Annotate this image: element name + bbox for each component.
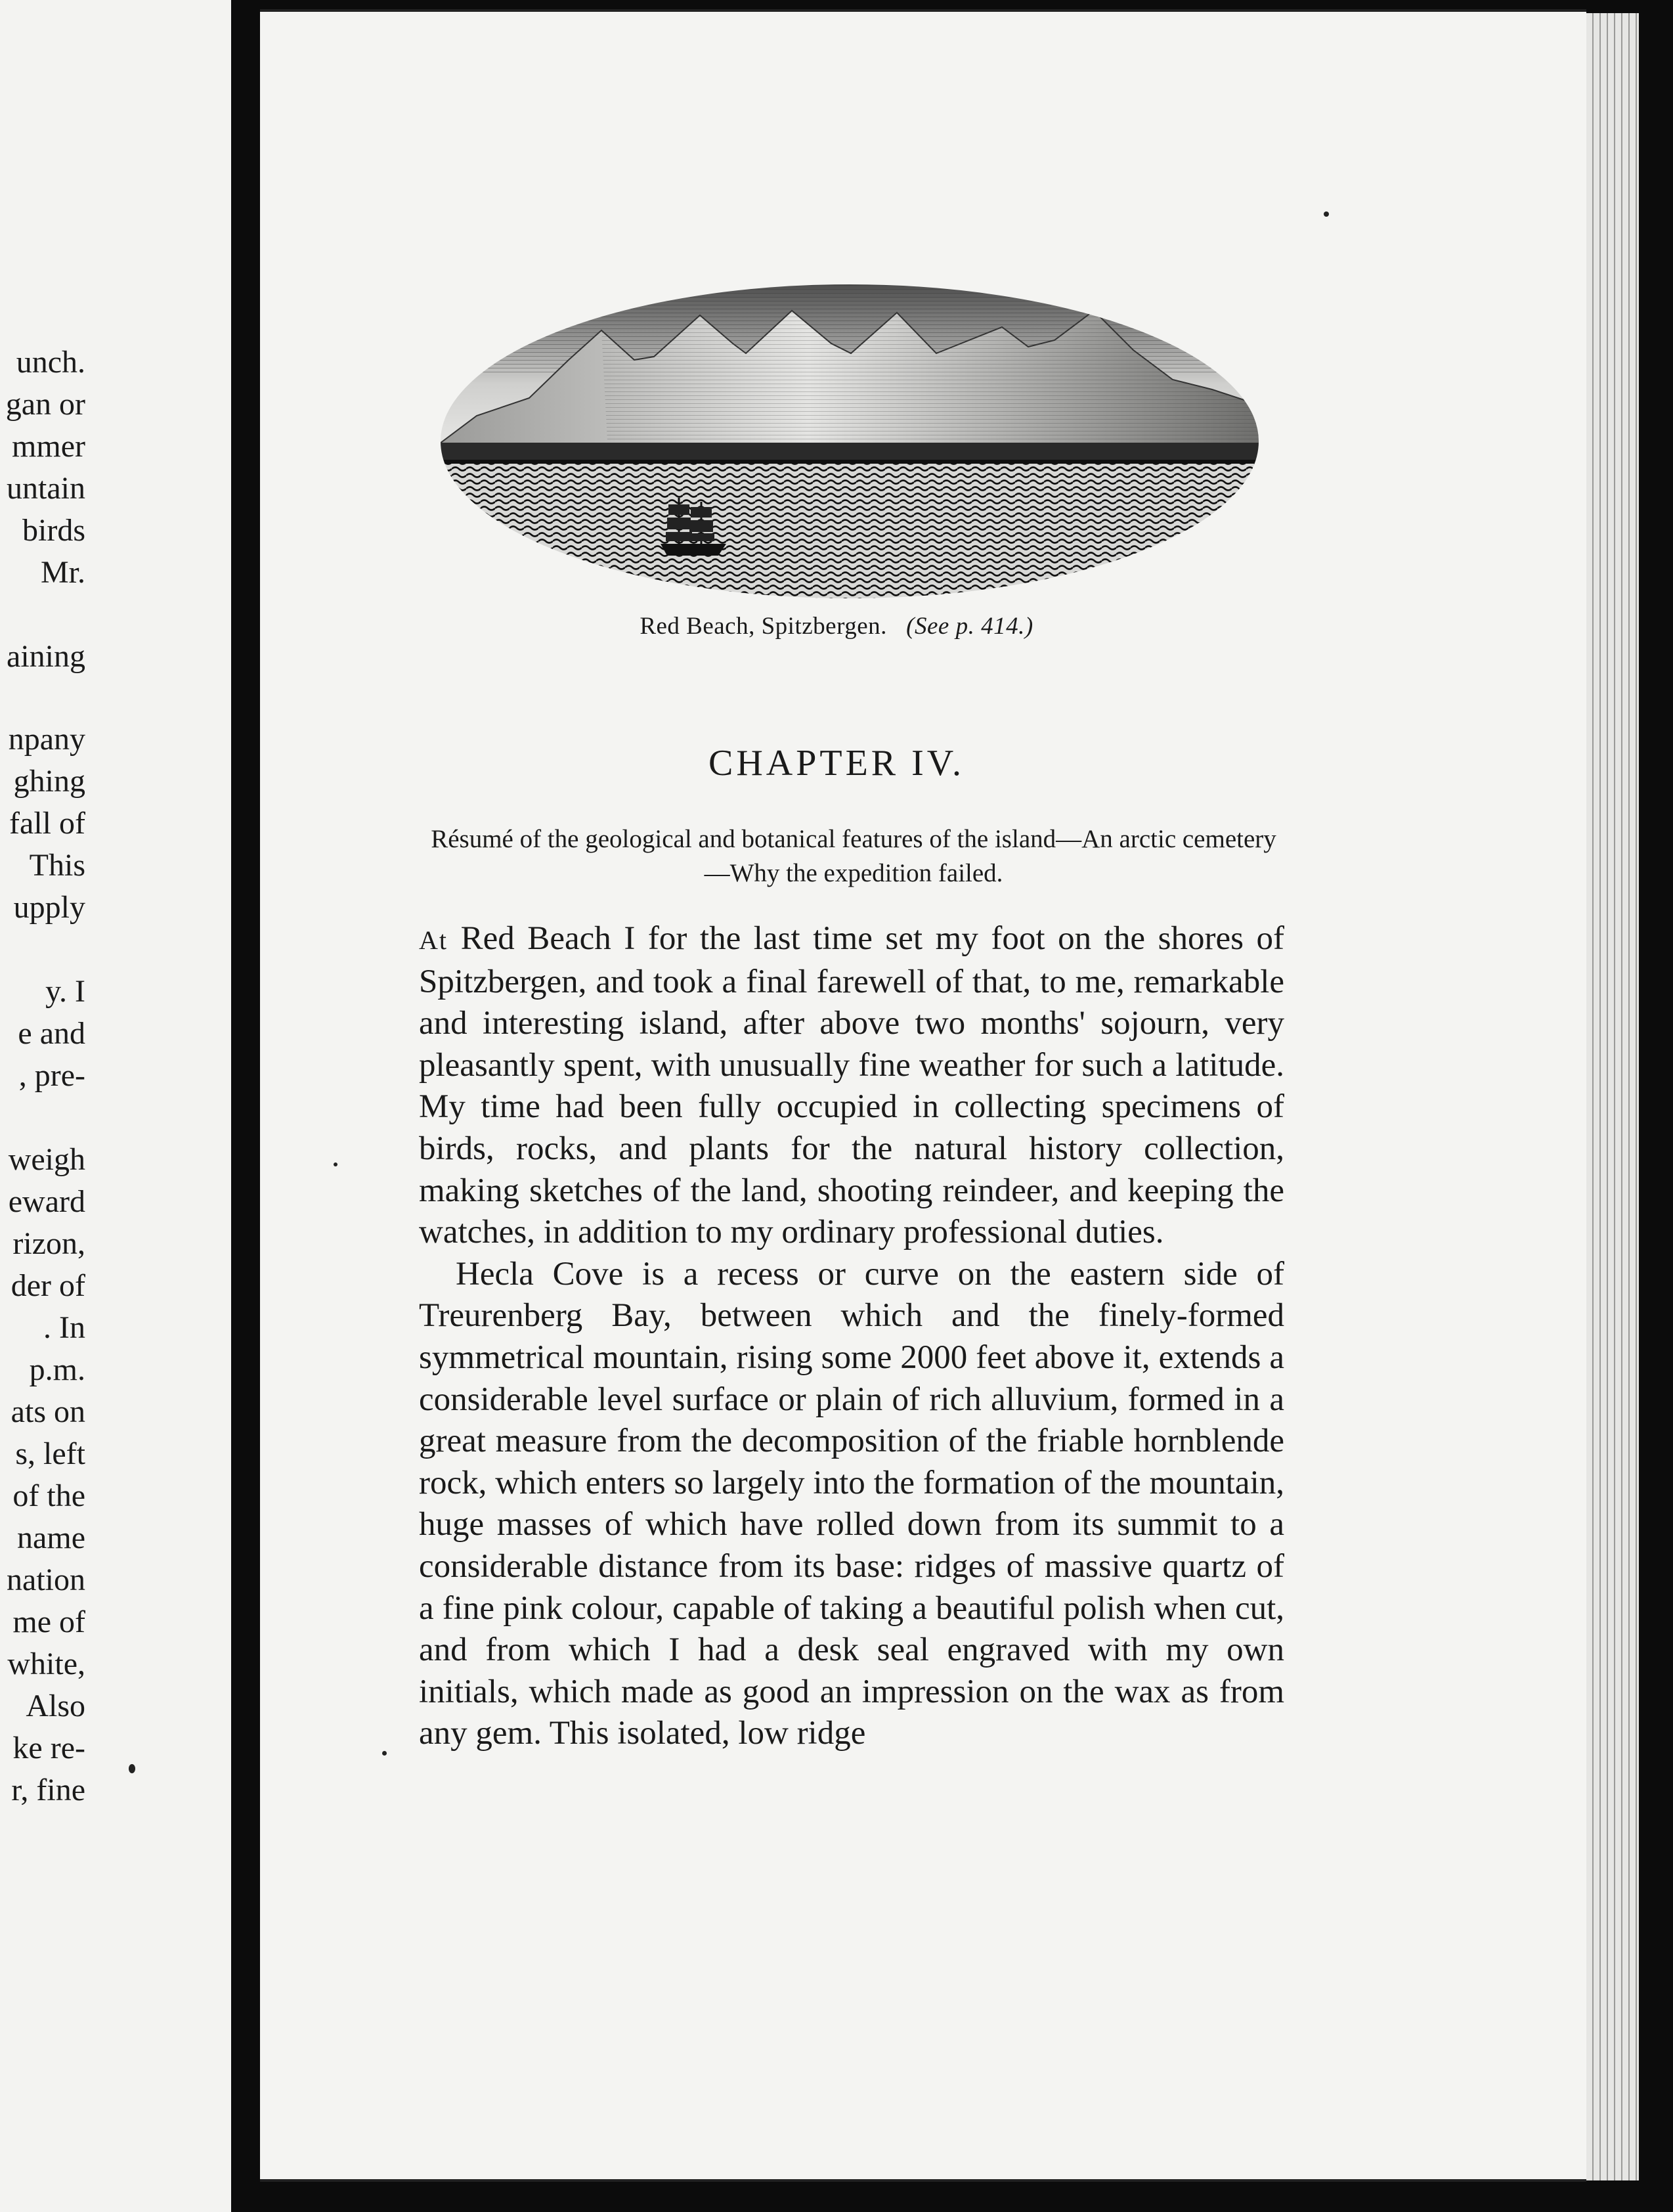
facing-page-text-fragment: der of — [11, 1268, 85, 1303]
illustration-caption — [0, 612, 1673, 640]
drop-lead: At — [419, 925, 448, 955]
red-beach-illustration — [437, 281, 1262, 602]
facing-page-left — [0, 0, 233, 2212]
facing-page-text-fragment: npany — [8, 722, 85, 757]
facing-page-text-fragment: me of — [12, 1604, 85, 1639]
facing-page-text-fragment: This — [29, 848, 85, 883]
paper-speck — [382, 1751, 387, 1756]
facing-page-text-fragment: rizon, — [12, 1226, 85, 1261]
facing-page-text-fragment: birds — [22, 513, 85, 548]
facing-page-text-fragment: mmer — [12, 429, 85, 464]
facing-page-text-fragment: of the — [12, 1478, 85, 1513]
facing-page-text-fragment: name — [17, 1520, 85, 1555]
chapter-summary: Résumé of the geological and botanical features of the island—An arctic cemetery—Why the expedition failed. — [431, 825, 1276, 887]
facing-page-text-fragment: ats on — [11, 1394, 85, 1429]
paper-speck — [334, 1162, 337, 1166]
caption-text: Red Beach, Spitzbergen. — [640, 613, 887, 640]
caption-page-reference: (See p. 414.) — [906, 613, 1033, 640]
facing-page-text-fragment: gan or — [5, 387, 85, 422]
facing-page-text-fragment: . In — [43, 1310, 85, 1345]
paper-speck — [1324, 211, 1329, 217]
facing-page-text-fragment: e and — [18, 1016, 85, 1051]
facing-page-text-fragment: , pre- — [18, 1058, 85, 1093]
facing-page-text-fragment: r, fine — [11, 1773, 85, 1807]
paragraph: Hecla Cove is a recess or curve on the eastern side of Treurenberg Bay, between which and the finely-formed symmetrical mountain, rising some 2000 feet above it, extends a considerable level surface or plain of rich alluvium, formed in a great measure from the decomposition of the friable hornblende rock, which enters so largely into the formation of the mountain, huge masses of which have rolled down from its summit to a considerable distance from its base: ridges of massive quartz of a fine pink colour, capable of taking a beautiful polish when cut, and from which I had a desk seal engraved with my own initials, which made as good an impression on the wax as from any gem. This isolated, low ridge — [419, 1255, 1284, 1752]
paragraph-text: Red Beach I for the last time set my foot on the shores of Spitzbergen, and took a final farewell of that, to me, remarkable and interesting island, after above two months' sojourn, very pleasantly spent, with unusually fine weather for such a latitude. My time had been fully occupied in collecting specimens of birds, rocks, and plants for the natural history collection, making sketches of the land, shooting reindeer, and keeping the watches, in addition to my ordinary professional duties. — [419, 920, 1284, 1251]
facing-page-text-fragment: ke re- — [12, 1731, 85, 1765]
facing-page-text-fragment: white, — [7, 1647, 85, 1681]
facing-page-text-fragment: nation — [7, 1562, 85, 1597]
facing-page-text-fragment: weigh — [8, 1142, 85, 1177]
facing-page-text-fragment: s, left — [15, 1436, 85, 1471]
facing-page-text-fragment: y. I — [45, 974, 85, 1009]
facing-page-text-fragment: unch. — [16, 345, 85, 380]
book-gutter — [231, 0, 260, 2212]
facing-page-text-fragment: untain — [7, 471, 85, 506]
facing-page-text-fragment: upply — [13, 890, 85, 925]
body-text — [419, 918, 1284, 1755]
facing-page-text-fragment: p.m. — [29, 1352, 85, 1387]
page-edges — [1586, 13, 1639, 2180]
facing-page-text-fragment: Also — [26, 1689, 85, 1723]
facing-page-text-fragment: fall of — [9, 806, 85, 841]
paper-speck — [129, 1764, 135, 1773]
paragraph — [419, 918, 1284, 1254]
facing-page-text-fragment: ghing — [13, 764, 85, 799]
facing-page-text-fragment: eward — [8, 1184, 85, 1219]
chapter-title: CHAPTER IV. — [708, 743, 965, 784]
facing-page-text-fragment: Mr. — [40, 555, 85, 590]
facing-page-text-fragment: aining — [7, 639, 85, 674]
